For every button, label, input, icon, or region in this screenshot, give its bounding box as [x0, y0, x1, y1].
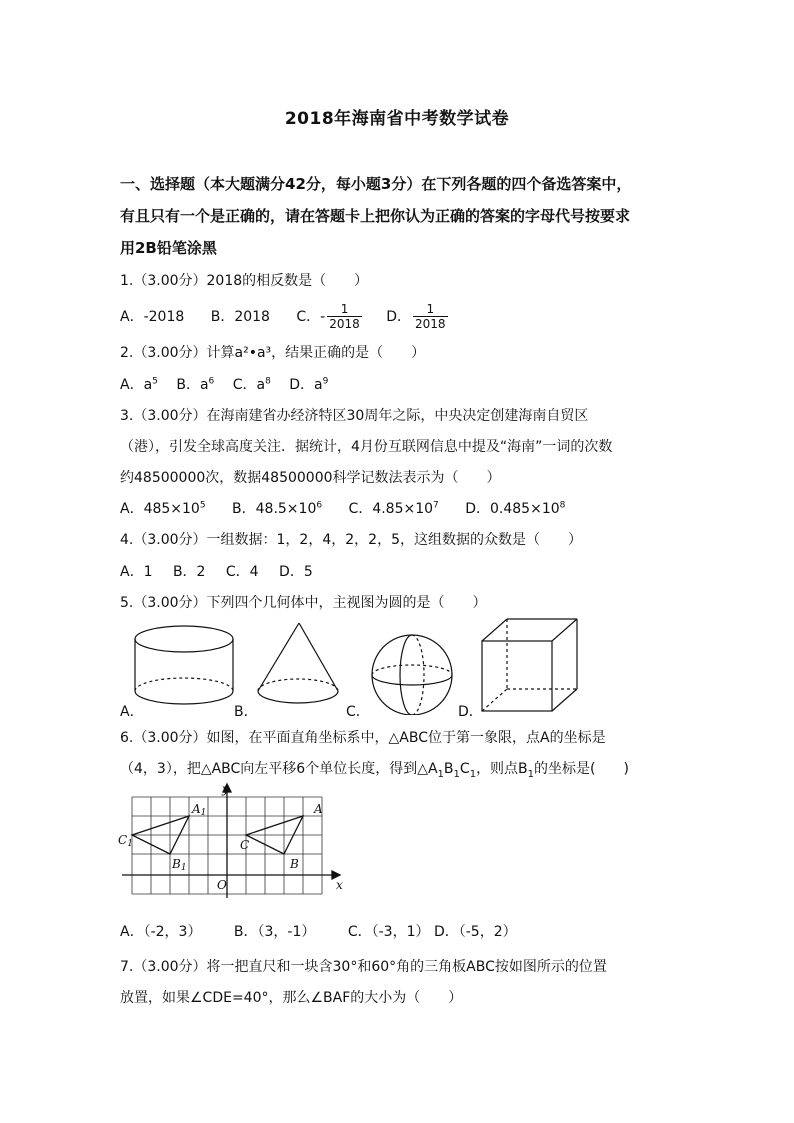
question-6-line-1: 6.（3.00分）如图，在平面直角坐标系中，△ABC位于第一象限，点A的坐标是: [120, 730, 606, 746]
exam-title: 2018年海南省中考数学试卷: [284, 109, 510, 129]
q3-option-c-label: C．4.85×10: [348, 501, 434, 517]
q3-option-a: [120, 501, 206, 517]
subscript: 1: [469, 768, 477, 780]
y-axis-label: y: [222, 782, 229, 796]
q6-text-a: （4，3），把△ABC向左平移6个单位长度，得到△A: [120, 761, 438, 777]
q6-option-a: A．（-2，3）: [120, 924, 202, 940]
question-4-stem: 4.（3.00分）一组数据：1，2，4，2，2，5，这组数据的众数是（ ）: [120, 532, 582, 548]
point-b-label: B: [290, 857, 299, 871]
q6-text-c: C: [459, 761, 470, 777]
point-a1-label: A1: [192, 802, 207, 818]
exponent: 5: [152, 376, 158, 387]
q5-option-d: D．: [458, 704, 483, 720]
q4-option-a: A．1: [120, 564, 153, 580]
q2-option-a-label: A．a: [120, 377, 153, 393]
question-3-line-1: 3.（3.00分）在海南建省办经济特区30周年之际，中央决定创建海南自贸区: [120, 408, 589, 424]
x-axis-label: x: [336, 878, 343, 892]
q3-option-a-label: A．485×10: [120, 501, 200, 517]
question-3-line-3: 约48500000次，数据48500000科学记数法表示为（ ）: [120, 470, 501, 486]
cylinder-solid: [135, 626, 233, 704]
section-heading-line-1: 一、选择题（本大题满分42分，每小题3分）在下列各题的四个备选答案中，: [120, 175, 632, 193]
q6-option-c: C．（-3，1）: [347, 924, 430, 940]
q5-solids-figure: [120, 615, 590, 715]
q1-option-b: B．2018: [210, 308, 270, 325]
point-c-label: C: [240, 838, 250, 852]
q3-option-d: [465, 501, 565, 517]
question-1-stem: 1.（3.00分）2018的相反数是（ ）: [120, 273, 369, 289]
fraction-numerator: 1: [327, 302, 362, 317]
question-4-options: [120, 561, 313, 581]
sphere-solid: [372, 635, 452, 715]
q3-option-c: [349, 501, 439, 517]
q6-text-e: 的坐标是( ): [534, 761, 629, 777]
q1-option-a: A．-2018: [120, 308, 185, 325]
fraction-denominator: 2018: [329, 317, 360, 331]
exponent: 8: [265, 376, 271, 387]
q4-option-b: B．2: [172, 564, 206, 580]
section-heading: [120, 168, 680, 264]
question-3-line-2: （港），引发全球高度关注．据统计，4月份互联网信息中提及“海南”一词的次数: [120, 439, 613, 455]
q1-option-d-fraction: [413, 302, 448, 331]
exponent: 8: [559, 500, 566, 511]
fraction-denominator: 2018: [415, 317, 446, 331]
q1-option-d-label: D．: [386, 308, 412, 325]
question-7-line-1: 7.（3.00分）将一把直尺和一块含30°和60°角的三角板ABC按如图所示的位置: [120, 959, 607, 975]
q2-option-d: [289, 377, 328, 393]
subscript: 1: [527, 768, 535, 780]
fraction-numerator: 1: [413, 302, 448, 317]
subscript: 1: [453, 768, 460, 780]
q3-option-b: [232, 501, 322, 517]
q3-option-b-label: B．48.5×10: [232, 501, 317, 517]
question-2-options: [120, 374, 328, 394]
point-c1-label: C1: [118, 833, 133, 849]
q6-option-d: D．（-5，2）: [433, 924, 517, 940]
cone-solid: [258, 623, 338, 703]
exponent: 7: [433, 500, 439, 511]
q6-option-b: B．（3，-1）: [233, 924, 316, 940]
point-a-label: A: [314, 802, 323, 816]
q3-option-d-label: D．0.485×10: [465, 501, 560, 517]
question-5-stem: 5.（3.00分）下列四个几何体中，主视图为圆的是（ ）: [120, 595, 487, 611]
origin-label: O: [217, 878, 227, 892]
section-heading-line-3: 用2B铅笔涂黑: [120, 239, 217, 257]
q5-option-c: C．: [346, 704, 370, 720]
q2-option-b-label: B．a: [176, 377, 209, 393]
q6-text-d: ，则点B: [476, 761, 528, 777]
q5-option-b: B．: [234, 704, 258, 720]
cube-solid: [482, 619, 577, 711]
q1-option-c-fraction: [327, 302, 362, 331]
exponent: 9: [322, 376, 329, 387]
q5-option-a: A．: [120, 704, 144, 720]
question-2-stem: 2.（3.00分）计算a²•a³，结果正确的是（ ）: [120, 345, 426, 361]
axes: [122, 784, 340, 898]
q1-option-c: [296, 302, 363, 331]
q1-option-d: [386, 302, 449, 331]
question-6-options: [120, 921, 517, 941]
q4-option-c: C．4: [225, 564, 259, 580]
question-6-line-2: [120, 758, 629, 780]
q2-option-d-label: D．a: [289, 377, 323, 393]
q6-coordinate-figure: [114, 782, 354, 898]
subscript: 1: [437, 768, 444, 780]
exponent: 6: [316, 500, 323, 511]
question-3-options: [120, 498, 565, 518]
exponent: 5: [199, 500, 206, 511]
q4-option-d: D．5: [279, 564, 313, 580]
q1-option-c-label: C．-: [296, 308, 326, 325]
q2-option-c: [233, 377, 271, 393]
q2-option-c-label: C．a: [232, 377, 266, 393]
question-1-options: [120, 302, 450, 331]
point-b1-label: B1: [172, 857, 187, 873]
section-heading-line-2: 有且只有一个是正确的，请在答题卡上把你认为正确的答案的字母代号按要求: [120, 207, 631, 225]
question-7-line-2: 放置，如果∠CDE=40°，那么∠BAF的大小为（ ）: [120, 990, 463, 1006]
exponent: 6: [208, 376, 215, 387]
q6-text-b: B: [443, 761, 454, 777]
q2-option-b: [176, 377, 214, 393]
q2-option-a: [120, 377, 158, 393]
